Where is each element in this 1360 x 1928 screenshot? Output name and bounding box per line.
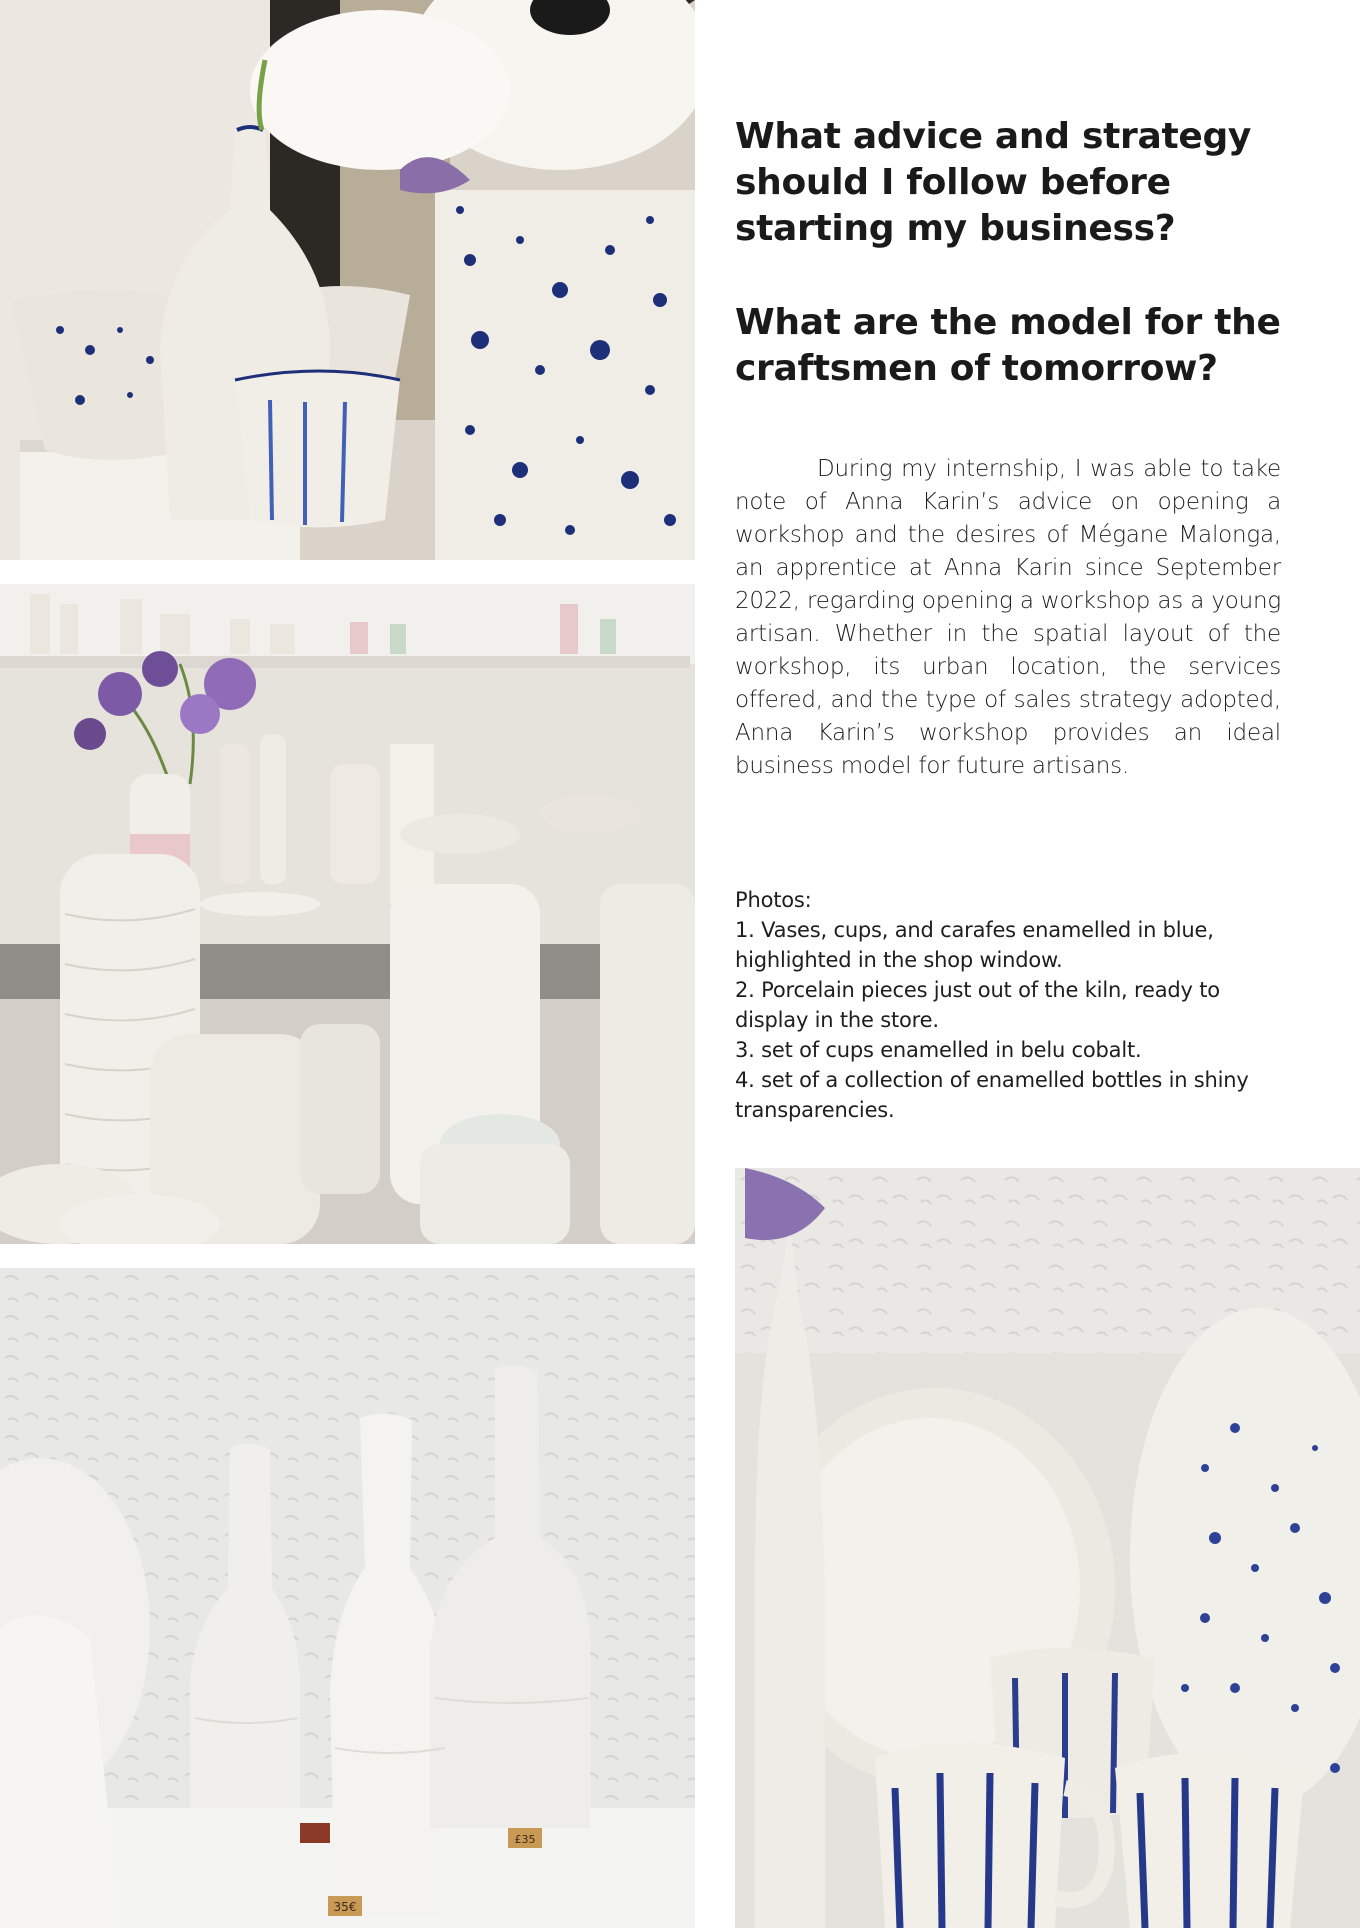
caption-item: 1. Vases, cups, and carafes enamelled in blue, highlighted in the shop window. xyxy=(735,918,1214,972)
photo-workshop-interior xyxy=(0,584,695,1244)
caption-item: 4. set of a collection of enamelled bottles in shiny transparencies. xyxy=(735,1068,1249,1122)
captions-title: Photos: xyxy=(735,888,812,912)
photo-speckled-vases xyxy=(0,0,695,560)
body-paragraph: During my internship, I was able to take note of Anna Karin’s advice on opening a workshop and the desires of Mégane Malonga, an apprentice at Anna Karin since September 2022, regarding opening a workshop as a young artisan. Whether in the spatial layout of the workshop, its urban location, the services offered, and the type of sales strategy adopted, Anna Karin’s workshop provides an ideal business model for future artisans. xyxy=(735,456,1281,779)
photo-striped-cups xyxy=(735,1168,1360,1928)
photo-white-bottles xyxy=(0,1268,695,1928)
photo-captions xyxy=(735,885,1295,1125)
heading-question-2: What are the model for the craftsmen of tomorrow? xyxy=(735,302,1281,389)
caption-item: 2. Porcelain pieces just out of the kiln, ready to display in the store. xyxy=(735,978,1220,1032)
caption-item: 3. set of cups enamelled in belu cobalt. xyxy=(735,1038,1142,1062)
price-tag-label-1: 35€ xyxy=(333,1900,357,1914)
heading-question-1: What advice and strategy should I follow before starting my business? xyxy=(735,116,1252,249)
price-tag-label-2: £35 xyxy=(514,1833,536,1846)
